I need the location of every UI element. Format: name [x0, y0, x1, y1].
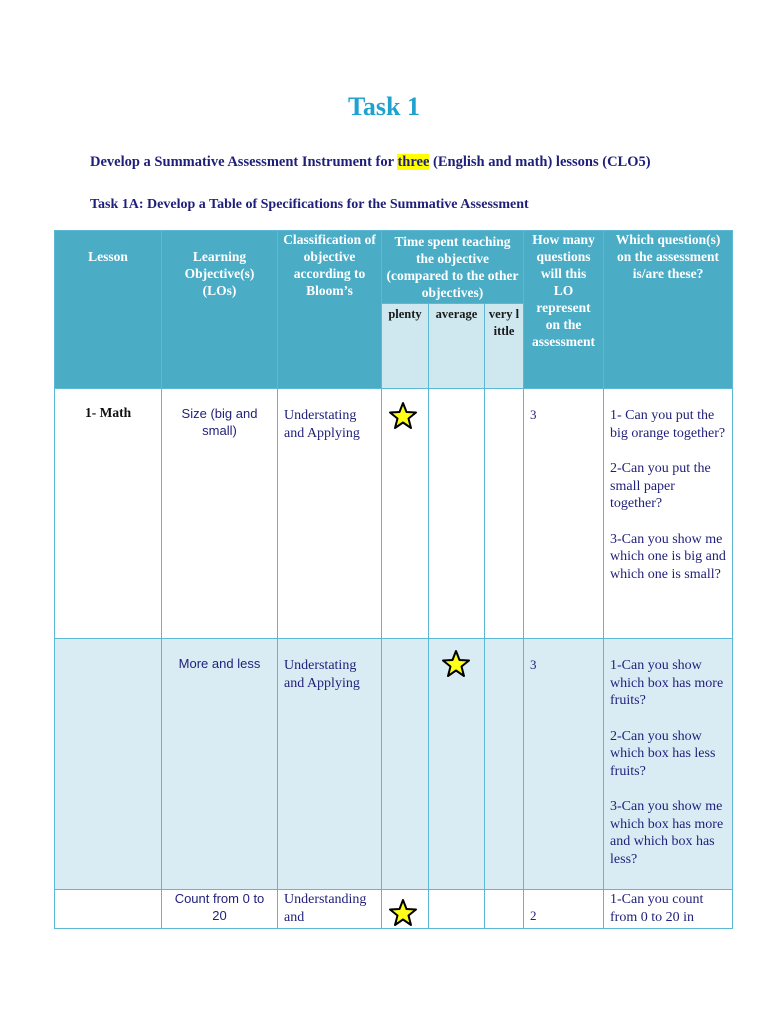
table-row [55, 389, 733, 639]
header-which-text: Which question(s) on the assessment is/are these? [615, 232, 721, 281]
question-item: 3-Can you show me which one is big and which one is small? [610, 531, 726, 582]
lesson-name [55, 890, 161, 894]
header-classification-text: Classification of objective according to Bloom’s [283, 232, 376, 298]
header-which [604, 231, 733, 389]
lesson-name [55, 639, 161, 655]
question-item: 3-Can you show me which box has more and which box has less? [610, 799, 724, 867]
cell-count [524, 389, 604, 639]
cell-objective [162, 890, 278, 929]
star-icon [388, 401, 418, 431]
cell-objective [162, 639, 278, 890]
star-icon [441, 649, 471, 679]
cell-classification [278, 389, 382, 639]
cell-time-average [429, 389, 485, 639]
cell-objective [162, 389, 278, 639]
header-time-plenty [382, 304, 429, 389]
task-subtitle: Task 1A: Develop a Table of Specifications for the Summative Assessment [90, 197, 529, 212]
question-list [604, 639, 732, 868]
cell-classification [278, 639, 382, 890]
cell-time-average [429, 639, 485, 890]
cell-time-little [485, 639, 524, 890]
cell-time-little [485, 890, 524, 929]
specifications-table [54, 230, 733, 929]
objective-text: More and less [178, 656, 261, 671]
header-time [382, 231, 524, 304]
cell-questions [604, 639, 733, 890]
header-lesson [55, 231, 162, 389]
question-item: 2-Can you show which box has less fruits? [610, 728, 716, 779]
question-count: 3 [530, 657, 537, 672]
classification-text: Understating and Applying [284, 658, 360, 691]
cell-lesson [55, 639, 162, 890]
question-list [604, 890, 732, 926]
cell-time-little [485, 389, 524, 639]
question-item: 2-Can you put the small paper together? [610, 461, 711, 511]
question-item: 1- Can you put the big orange together? [610, 408, 726, 441]
cell-time-plenty [382, 389, 429, 639]
header-how-many-text: How many questions will this LO represent on the assessment [532, 232, 596, 349]
cell-time-average [429, 890, 485, 929]
header-objectives-text: Learning Objective(s) (LOs) [184, 249, 255, 298]
intro-text-2: (English and math) lessons (CLO5) [429, 154, 651, 170]
table-row [55, 639, 733, 890]
header-time-text: Time spent teaching the objective (compared to the other objectives) [386, 234, 519, 300]
header-time-average-text: average [435, 307, 478, 321]
header-objectives [162, 231, 278, 389]
cell-time-plenty [382, 639, 429, 890]
cell-count [524, 890, 604, 929]
page-title: Task 1 [347, 92, 421, 121]
header-lesson-text: Lesson [88, 249, 128, 264]
cell-lesson [55, 389, 162, 639]
objective-text: Count from 0 to 20 [174, 891, 265, 923]
question-item: 1-Can you show which box has more fruits? [610, 658, 724, 708]
assignment-intro [90, 153, 690, 172]
intro-highlight: three [397, 154, 430, 170]
header-time-little-text: very little [488, 307, 520, 338]
question-count: 3 [530, 407, 537, 422]
intro-text-1: Develop a Summative Assessment Instrument for [90, 154, 398, 170]
cell-classification [278, 890, 382, 929]
cell-time-plenty [382, 890, 429, 929]
header-time-plenty-text: plenty [388, 307, 422, 321]
cell-questions [604, 389, 733, 639]
star-icon [388, 898, 418, 928]
header-how-many [524, 231, 604, 389]
cell-lesson [55, 890, 162, 929]
header-time-average [429, 304, 485, 389]
header-time-little [485, 304, 524, 389]
objective-text: Size (big and small) [181, 406, 258, 438]
question-item: 1-Can you count from 0 to 20 in [610, 892, 704, 925]
question-count: 2 [530, 908, 537, 923]
lesson-name: 1- Math [85, 405, 132, 420]
question-list [604, 389, 732, 583]
cell-count [524, 639, 604, 890]
classification-text: Understating and Applying [284, 408, 360, 441]
table-row [55, 890, 733, 929]
cell-questions [604, 890, 733, 929]
classification-text: Understanding and [284, 892, 367, 925]
header-classification [278, 231, 382, 389]
